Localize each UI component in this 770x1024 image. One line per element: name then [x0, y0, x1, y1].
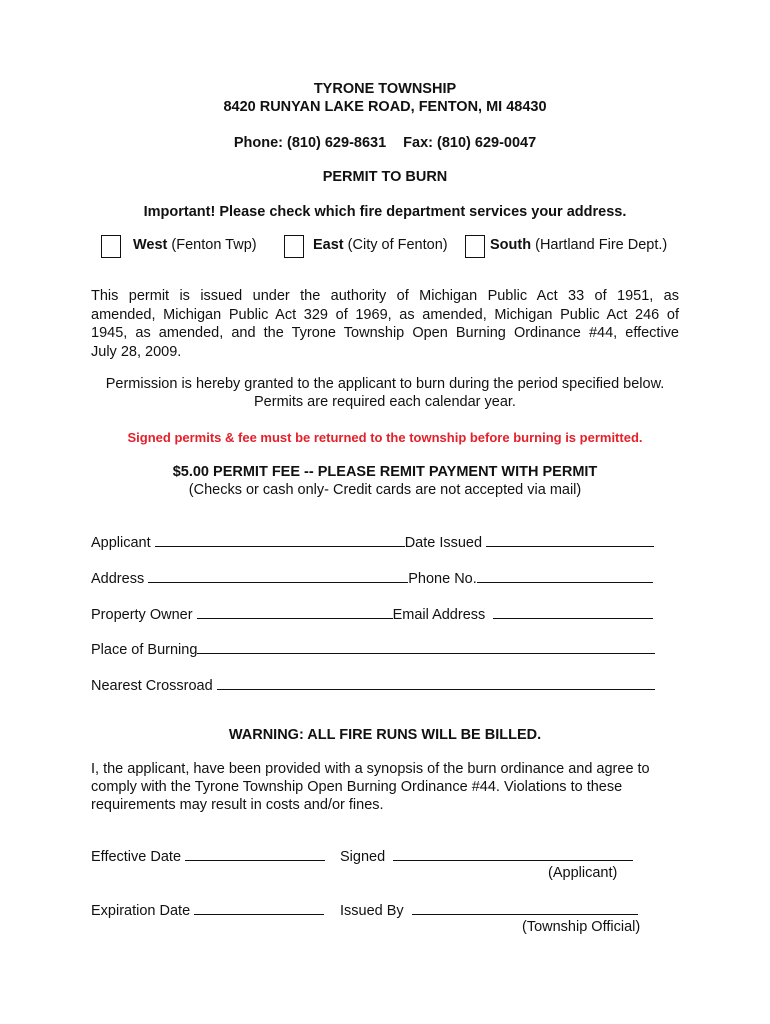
- south-checkbox[interactable]: [465, 235, 485, 258]
- east-checkbox[interactable]: [284, 235, 304, 258]
- nearest-crossroad-line[interactable]: [217, 676, 655, 690]
- property-owner-line[interactable]: [197, 605, 393, 619]
- west-detail: (Fenton Twp): [171, 237, 257, 253]
- east-detail: (City of Fenton): [347, 237, 448, 253]
- south-label: South: [490, 237, 532, 253]
- agreement-line-3: requirements may result in costs and/or fines.: [91, 797, 384, 813]
- address-field[interactable]: Address Phone No.: [91, 569, 653, 587]
- effective-date-field[interactable]: Effective Date: [91, 847, 325, 865]
- fee-title: $5.00 PERMIT FEE -- PLEASE REMIT PAYMENT WITH PERMIT: [172, 464, 598, 480]
- expiration-date-field[interactable]: Expiration Date: [91, 901, 324, 919]
- property-owner-field[interactable]: Property Owner Email Address: [91, 605, 653, 623]
- official-signature-line[interactable]: [412, 901, 638, 915]
- place-of-burning-line[interactable]: [197, 640, 655, 654]
- date-issued-line[interactable]: [486, 533, 654, 547]
- agreement-line-1: I, the applicant, have been provided with a synopsis of the burn ordinance and agree to: [91, 761, 650, 777]
- return-notice: Signed permits & fee must be returned to the township before burning is permitted.: [127, 430, 643, 445]
- applicant-line[interactable]: [155, 533, 405, 547]
- issued-by-field[interactable]: Issued By: [340, 901, 638, 919]
- form-title: PERMIT TO BURN: [322, 169, 448, 185]
- fax-number: Fax: (810) 629-0047: [403, 135, 537, 151]
- applicant-caption: (Applicant): [548, 865, 618, 881]
- applicant-signature-line[interactable]: [393, 847, 633, 861]
- applicant-field[interactable]: Applicant Date Issued: [91, 533, 654, 551]
- contact-line: [0, 135, 770, 151]
- west-label: West: [133, 237, 168, 253]
- nearest-crossroad-field[interactable]: Nearest Crossroad: [91, 676, 655, 694]
- expiration-date-line[interactable]: [194, 901, 324, 915]
- permission-line-1: Permission is hereby granted to the applicant to burn during the period specified below.: [105, 376, 665, 392]
- township-address: 8420 RUNYAN LAKE ROAD, FENTON, MI 48430: [223, 99, 547, 115]
- west-checkbox[interactable]: [101, 235, 121, 258]
- phone-line[interactable]: [477, 569, 653, 583]
- permission-line-2: Permits are required each calendar year.: [254, 394, 516, 410]
- east-label: East: [313, 237, 344, 253]
- warning-text: WARNING: ALL FIRE RUNS WILL BE BILLED.: [228, 727, 542, 743]
- fire-dept-instruction: Important! Please check which fire department services your address.: [143, 204, 627, 220]
- agreement-line-2: comply with the Tyrone Township Open Burning Ordinance #44. Violations to these: [91, 779, 623, 795]
- signed-field[interactable]: Signed: [340, 847, 633, 865]
- authority-paragraph: This permit is issued under the authority of Michigan Public Act 33 of 1951, as amended, Michigan Public Act 329 of 1969, as amended, Michigan Public Act 246 of 1945, as amended, and the Tyrone Township Open Burning Ordinance #44, effective July 28, 2009.: [91, 288, 679, 360]
- phone-number: Phone: (810) 629-8631: [233, 135, 387, 151]
- fee-note: (Checks or cash only- Credit cards are not accepted via mail): [188, 482, 582, 498]
- email-line[interactable]: [493, 605, 653, 619]
- official-caption: (Township Official): [522, 919, 641, 935]
- address-line[interactable]: [148, 569, 408, 583]
- south-detail: (Hartland Fire Dept.): [535, 237, 668, 253]
- effective-date-line[interactable]: [185, 847, 325, 861]
- township-name: TYRONE TOWNSHIP: [313, 81, 457, 97]
- place-of-burning-field[interactable]: Place of Burning: [91, 640, 655, 658]
